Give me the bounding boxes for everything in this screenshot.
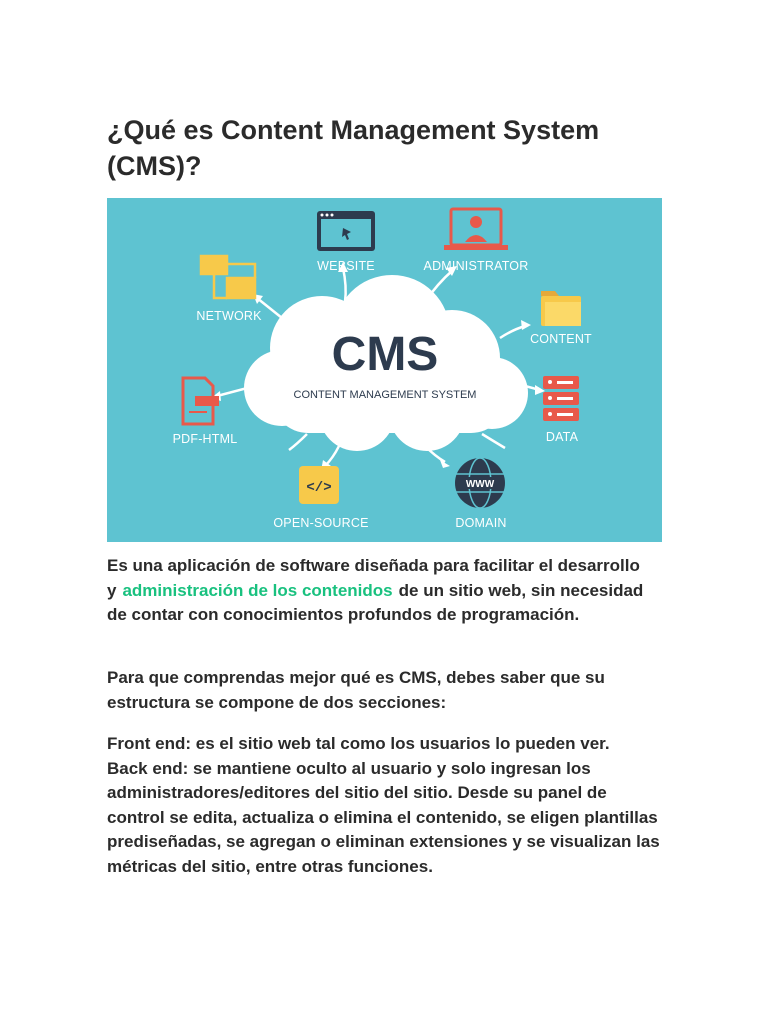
label-domain: DOMAIN — [455, 516, 507, 530]
label-pdf-html: PDF-HTML — [172, 432, 238, 446]
svg-text:</>: </> — [306, 480, 332, 496]
network-icon — [201, 256, 255, 298]
cms-diagram — [107, 198, 662, 542]
back-end-text: Back end: se mantiene oculto al usuario y solo ingresan los administradores/editores del sitio del sitio. Desde su panel de control se edita, actualiza o elimina el contenido, se eligen plantillas prediseñadas, se agregan o eliminan extensiones y se visualizan las métricas del sitio, entre otras funciones. — [107, 758, 660, 876]
front-end-text: Front end: es el sitio web tal como los usuarios lo pueden ver. — [107, 734, 610, 753]
paragraph-sections — [107, 732, 667, 879]
code-icon — [299, 466, 339, 504]
cms-subtitle: CONTENT MANAGEMENT SYSTEM — [293, 389, 477, 401]
administrator-icon — [444, 209, 508, 250]
folder-icon — [541, 291, 581, 326]
svg-text:WWW: WWW — [465, 479, 495, 490]
page-title: ¿Qué es Content Management System (CMS)? — [107, 115, 600, 181]
cms-title: CMS — [331, 328, 439, 381]
content-administration-link[interactable]: administración de los contenidos — [122, 580, 393, 600]
globe-icon — [455, 458, 505, 508]
paragraph-structure: Para que comprendas mejor qué es CMS, debes saber que su estructura se compone de dos secciones: — [107, 668, 605, 712]
document-icon — [183, 378, 219, 424]
paragraph-definition — [107, 554, 667, 628]
paragraph-definition-start: Es una aplicación de software diseñada para facilitar el desarrollo y — [107, 556, 640, 600]
label-data: DATA — [545, 430, 579, 444]
label-website: WEBSITE — [317, 259, 375, 273]
label-open-source: OPEN-SOURCE — [273, 516, 369, 530]
database-icon — [543, 376, 579, 421]
label-network: NETWORK — [196, 309, 262, 323]
label-content: CONTENT — [530, 332, 592, 346]
label-administrator: ADMINISTRATOR — [423, 259, 529, 273]
paragraph-definition-end: de un sitio web, sin necesidad de contar con conocimientos profundos de programación. — [107, 580, 644, 624]
website-icon — [317, 211, 375, 251]
cms-diagram-svg — [107, 198, 662, 542]
